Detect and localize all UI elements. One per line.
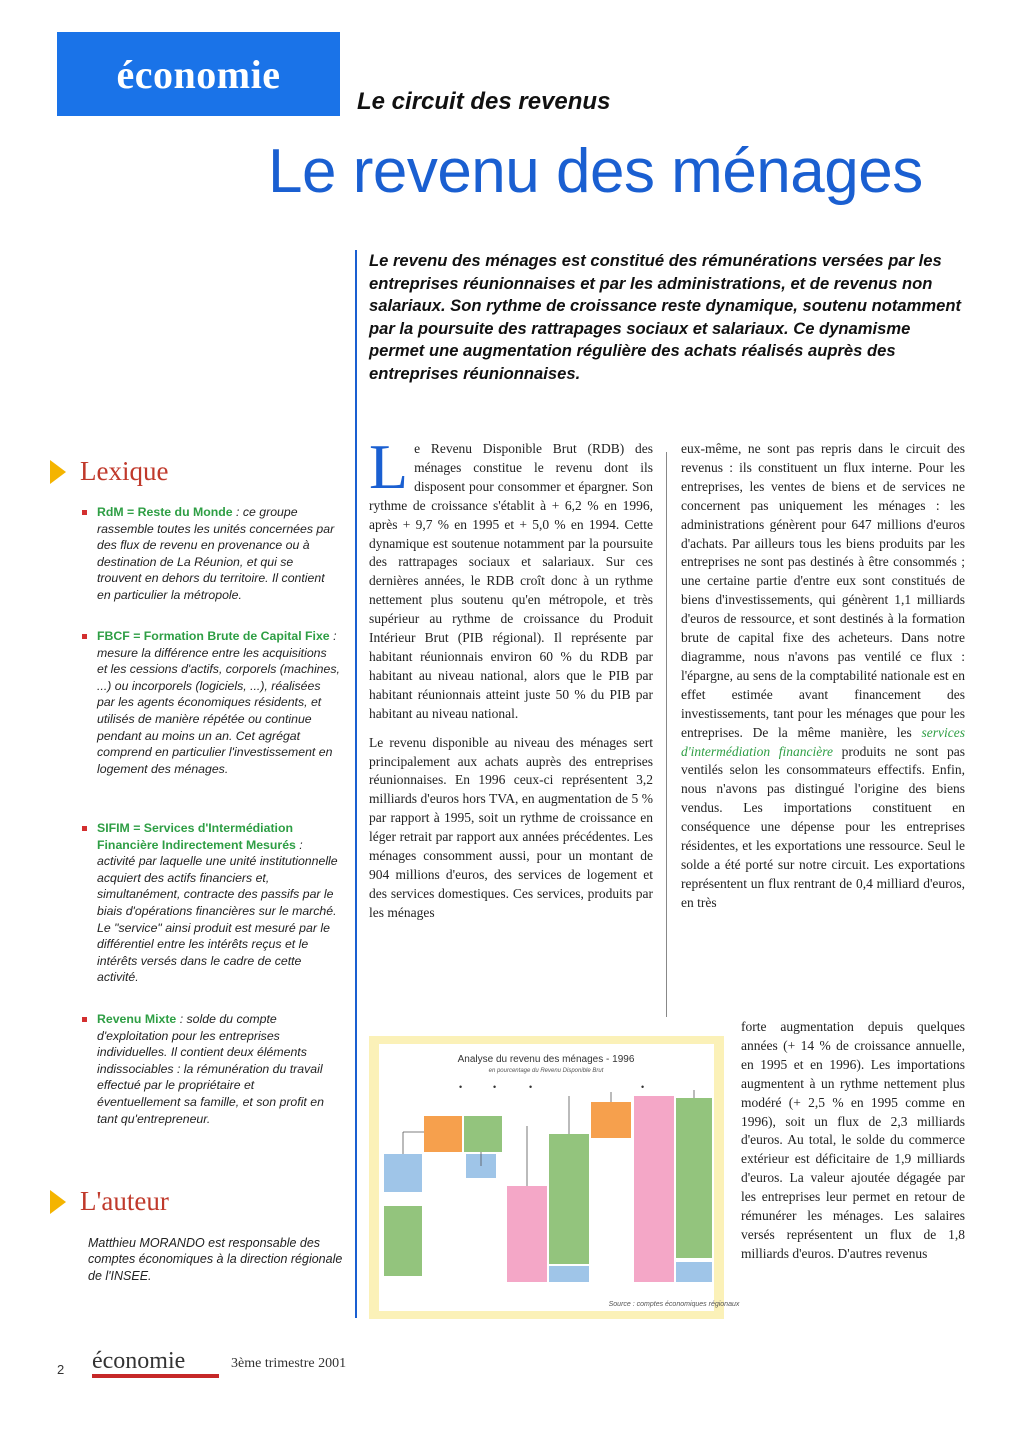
lexique-item [82, 820, 340, 986]
revenue-diagram [369, 1036, 740, 1319]
body-column-3 [741, 1018, 965, 1274]
lexique-heading [50, 456, 168, 487]
diagram-title: Analyse du revenu des ménages - 1996 [457, 1054, 635, 1065]
diagram-block [676, 1098, 712, 1258]
bullet-icon [82, 634, 87, 639]
lexique-item [82, 1011, 340, 1127]
diagram-block [634, 1096, 674, 1282]
diagram-mark: • [459, 1082, 463, 1092]
diagram-block [549, 1134, 589, 1264]
lexique-term: Revenu Mixte [97, 1012, 177, 1026]
diagram-source: Source : comptes économiques régionaux [608, 1301, 740, 1308]
bullet-icon [82, 1017, 87, 1022]
drop-cap: L [369, 431, 409, 502]
diagram-block [464, 1116, 502, 1152]
diagram-block [384, 1206, 422, 1276]
diagram-canvas [369, 1036, 740, 1319]
diagram-block [424, 1116, 462, 1152]
diagram-block [549, 1266, 589, 1282]
lexique-definition: : solde du compte d'exploitation pour les entreprises individuelles. Il contient deux éléments indissociables : la rémunération du travail effectué par le propriétaire et éventuellement sa famille, et son profit en tant qu'entrepreneur. [97, 1012, 324, 1126]
lexique-term: SIFIM = Services d'Intermédiation Financière Indirectement Mesurés [97, 821, 296, 852]
paragraph: e Revenu Disponible Brut (RDB) des ménages constitue le revenu dont ils disposent pour consommer et épargner. Son rythme de croissance s'établit à + 6,2 % en 1996, après + 9,7 % en 1995 et + 5,0 % en 1994. Cette dynamique est soutenue notamment par la poursuite des rattrapages sociaux et salariaux. Sur ces dernières années, le RDB croît donc à un rythme nettement plus soutenu qu'en métropole, et très supérieur au rythme de croissance du Produit Intérieur Brut (PIB régional). Il représente par habitant réunionnais environ 60 % du RDB par habitant au niveau national, alors que le PIB par habitant réunionnais atteint juste 50 % du PIB par habitant au niveau national. [369, 441, 653, 721]
arrow-icon [50, 1190, 66, 1214]
footer-issue: 3ème trimestre 2001 [231, 1356, 347, 1371]
diagram-block [384, 1154, 422, 1192]
lexique-title: Lexique [80, 456, 169, 486]
vertical-divider [355, 250, 357, 1318]
diagram-block [507, 1186, 547, 1282]
section-banner [57, 32, 340, 116]
kicker: Le circuit des revenus [357, 88, 611, 115]
diagram-subtitle: en pourcentage du Revenu Disponible Brut [488, 1068, 604, 1074]
diagram-mark: • [493, 1082, 497, 1092]
column-divider [666, 452, 667, 1017]
diagram-block [676, 1262, 712, 1282]
page-number: 2 [57, 1362, 65, 1377]
diagram-mark: • [641, 1082, 645, 1092]
glossary-link[interactable]: services d'intermédiation financière [681, 724, 965, 759]
paragraph: Le revenu disponible au niveau des ménages sert principalement aux achats auprès des entreprises réunionnaises. En 1996 ceux-ci représentent 3,2 milliards d'euros hors TVA, en augmentation de 5 % par rapport à 1995, soit un rythme de croissance en léger retrait par rapport aux années précédentes. Les ménages consomment aussi, pour un montant de 904 millions d'euros, des services de logement et des services domestiques. Ces services, produits par les ménages [369, 734, 653, 920]
lexique-item [82, 504, 340, 604]
arrow-icon [50, 460, 66, 484]
body-column-2 [681, 440, 965, 923]
author-title: L'auteur [80, 1186, 169, 1216]
page-title: Le revenu des ménages [268, 137, 923, 206]
paragraph: forte augmentation depuis quelques années (+ 14 % de croissance annuelle, en 1995 et en 1996). Les importations augmentent à un rythme nettement plus modéré (+ 2,5 % en 1995 comme en 1996), soit un flux de 2,3 milliards d'euros. Au total, le solde du commerce extérieur est déficitaire de 1,9 milliards d'euros. La valeur ajoutée dégagée par les entreprises leur permet en retour de rémunérer les ménages. Les salaires versés représentent un flux de 1,8 milliards d'euros. D'autres revenus [741, 1019, 965, 1261]
author-heading [50, 1186, 169, 1217]
lexique-term: FBCF = Formation Brute de Capital Fixe [97, 629, 330, 643]
diagram-mark: • [529, 1082, 533, 1092]
section-label: économie [116, 51, 281, 97]
footer-logo: économie [92, 1348, 186, 1374]
lexique-item [82, 628, 340, 777]
footer-logo-bar [92, 1374, 219, 1378]
paragraph: produits ne sont pas ventilés selon les consommateurs effectifs. Enfin, nous n'avons pas distingué l'origine des biens vendus. Les importations constituent en conséquence une dépense pour les entreprises résidentes, et les exportations une ressource. Seul le solde a été porté sur notre circuit. Les exportations représentent un flux rentrant de 0,4 milliard d'euros, en très [681, 743, 966, 910]
lexique-definition: : activité par laquelle une unité institutionnelle acquiert des actifs financiers et, simultanément, contracte des passifs par le biais d'opérations financières sur le marché. Le "service" ainsi produit est mesuré par le différentiel entre les intérêts reçus et le intérêts versés dans le cadre de cette activité. [97, 837, 338, 985]
lexique-term: RdM = Reste du Monde [97, 505, 233, 519]
paragraph: eux-même, ne sont pas repris dans le circuit des revenus : ils constituent un flux interne. Pour les entreprises, les ventes de biens et de services ne concernent pas uniquement les ménages : les administrations génèrent pour 647 millions d'euros d'achats. Par ailleurs tous les biens produits par les entreprises ne sont pas destinés à être consommés ; une certaine partie d'entre eux sont constitués de biens d'investissements, qui génèrent 1,1 milliards d'euros de ressource, et sont destinés à la formation brute de capital fixe des acheteurs. Dans notre diagramme, nous n'avons pas ventilé ce flux : l'épargne, au sens de la comptabilité nationale est en effet estimée avant financement des investissements, tant pour les ménages que pour les entreprises. De la même manière, les [681, 441, 965, 740]
diagram-block [591, 1102, 631, 1138]
lexique-definition: : mesure la différence entre les acquisitions et les cessions d'actifs, corporels (machines, ...) ou incorporels (logiciels, ...), réalisées par les agents économiques résidents, et utilisés de manière répétée ou continue pendant au moins un an. Cet agrégat comprend en particulier l'investissement en logement des ménages. [97, 629, 340, 776]
lexique-definition: : ce groupe rassemble toutes les unités concernées par des flux de revenu en provenance ou à destination de La Réunion, et qui se trouvent en dehors du territoire. Il contient en particulier la métropole. [97, 505, 335, 602]
lead-paragraph: Le revenu des ménages est constitué des rémunérations versées par les entreprises réunionnaises et par les administrations, et de revenus non salariaux. Son rythme de croissance reste dynamique, soutenu notamment par la poursuite des rattrapages sociaux et salariaux. Ce dynamisme permet une augmentation régulière des achats réalisés auprès des entreprises réunionnaises. [369, 251, 962, 383]
bullet-icon [82, 510, 87, 515]
bullet-icon [82, 826, 87, 831]
body-column-1 [369, 431, 653, 933]
author-text: Matthieu MORANDO est responsable des comptes économiques à la direction régionale de l'INSEE. [88, 1236, 343, 1283]
